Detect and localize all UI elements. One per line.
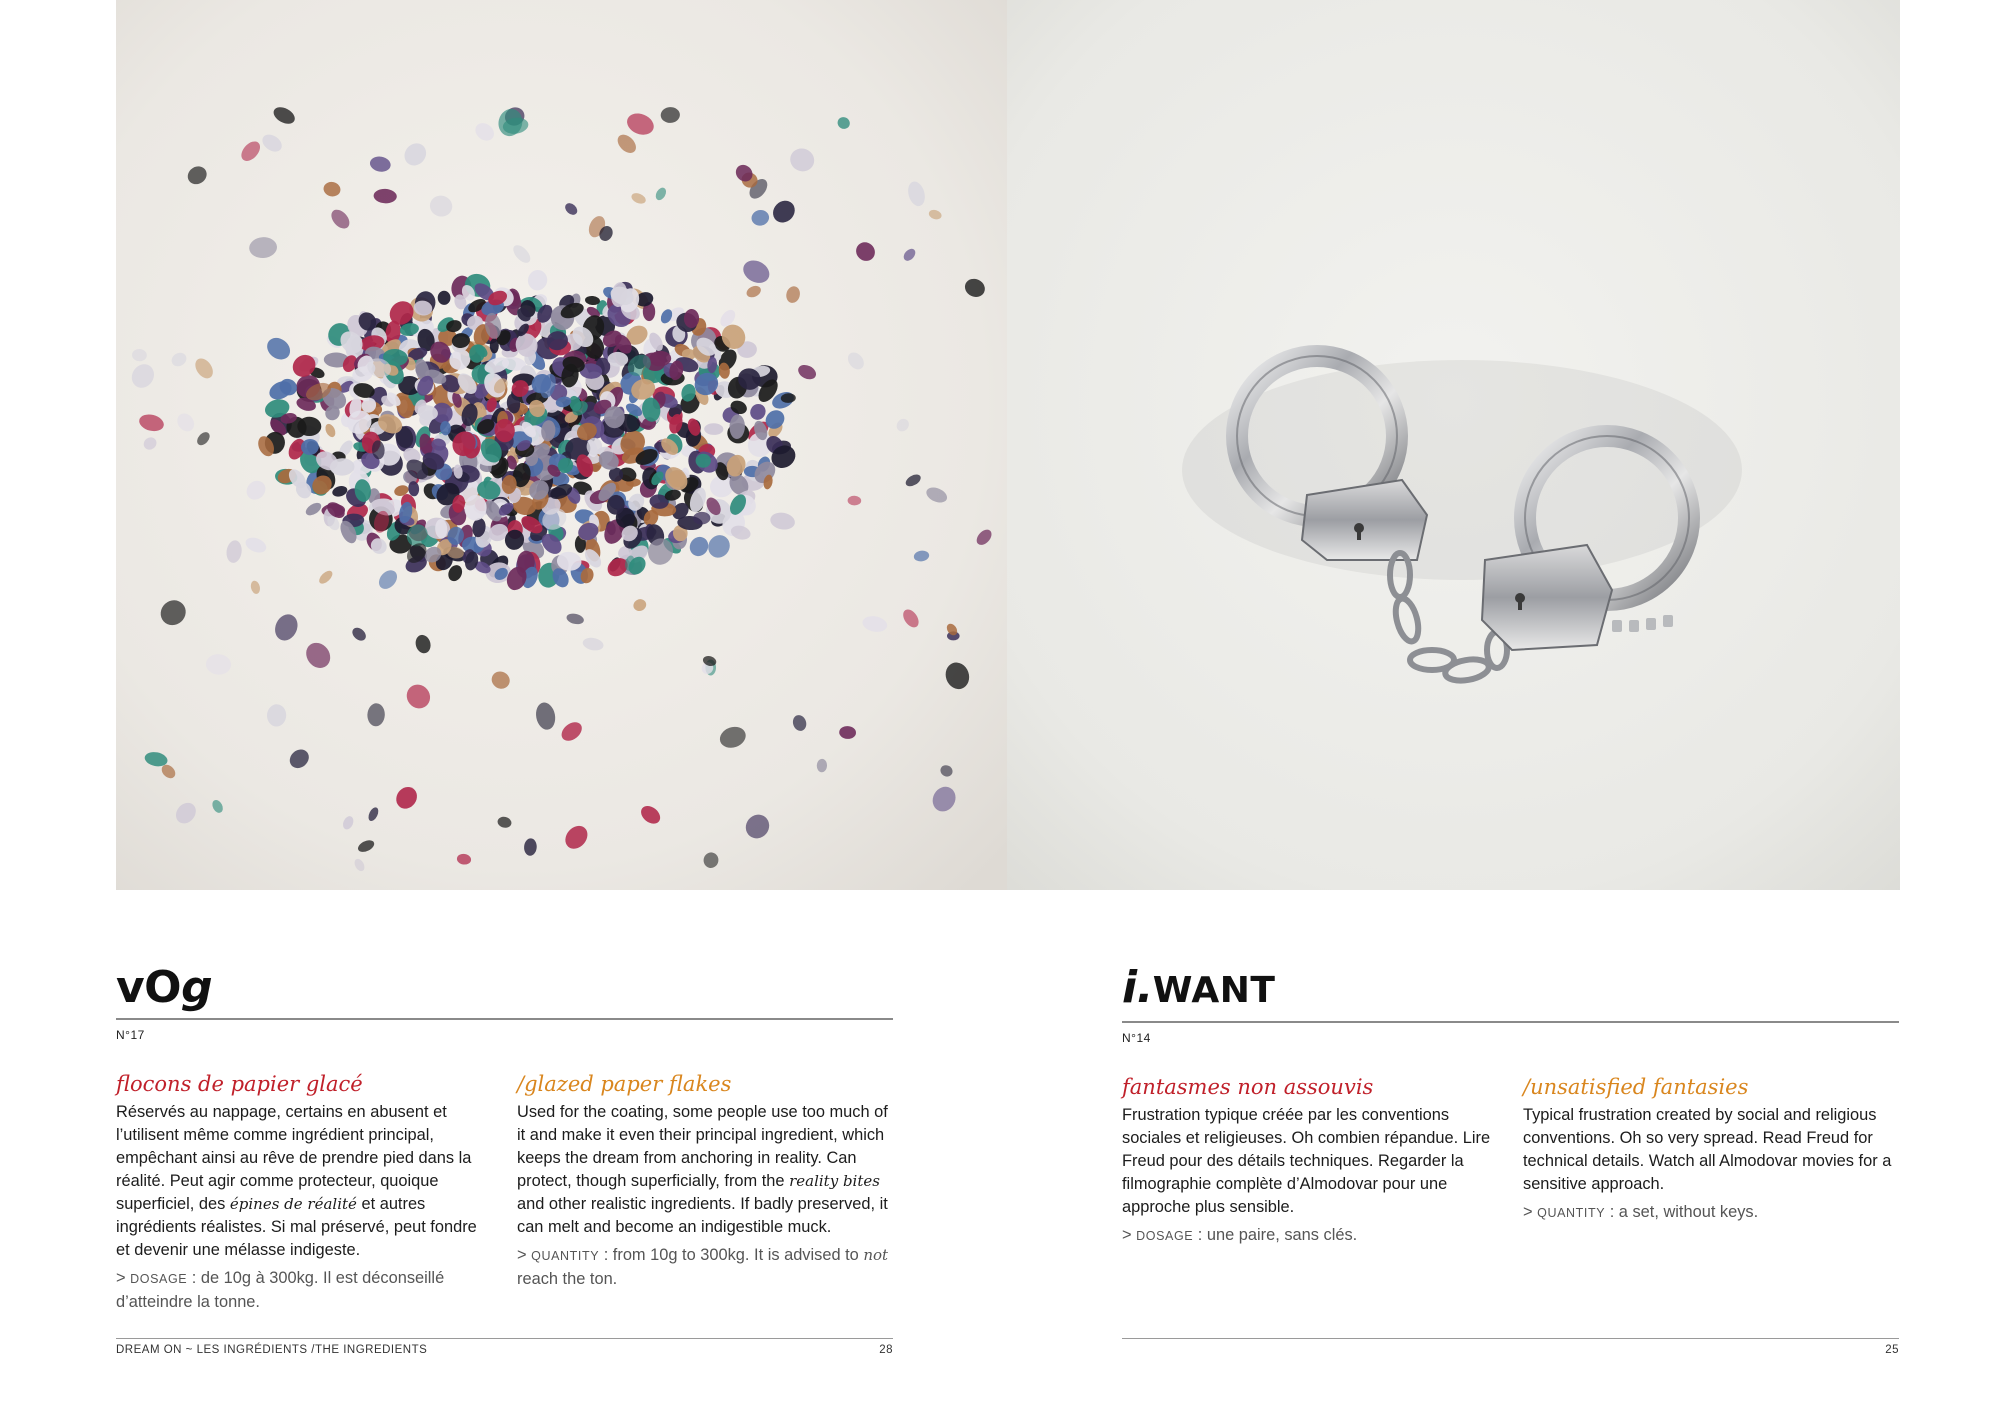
footer-label: DREAM ON ~ LES INGRÉDIENTS /THE INGREDIENTS [116, 1344, 428, 1356]
title-italic: g [181, 962, 213, 1013]
entry-number: N°14 [1122, 1031, 1151, 1045]
title-italic: i. [1122, 962, 1153, 1013]
french-column [1122, 1073, 1494, 1248]
english-subtitle: /glazed paper flakes [517, 1072, 732, 1096]
english-column [1523, 1073, 1899, 1248]
entry-title [116, 960, 893, 1016]
french-subtitle: flocons de papier glacé [116, 1072, 363, 1096]
page-number: 25 [1885, 1344, 1899, 1356]
title-caps: WANT [1152, 970, 1276, 1011]
handcuffs-photo [1007, 0, 1900, 890]
title-rule [1122, 1021, 1899, 1023]
entry-iwant [1122, 960, 1899, 1248]
french-subtitle: fantasmes non assouvis [1122, 1075, 1374, 1099]
entry-title [1122, 960, 1899, 1019]
page-footer-right [1122, 1338, 1899, 1358]
title-rule [116, 1018, 893, 1020]
page-footer-left [116, 1338, 893, 1358]
english-quantity: > QUANTITY : from 10g to 300kg. It is advised to not reach the ton. [517, 1246, 889, 1288]
footer-rule [1122, 1338, 1899, 1339]
french-column [116, 1070, 488, 1314]
french-dosage: > DOSAGE : une paire, sans clés. [1122, 1226, 1358, 1244]
english-body: Typical frustration created by social and religious conventions. Oh so very spread. Read Freud for technical details. Watch all Almodovar movies for a sensitive approach. [1523, 1106, 1892, 1193]
english-body: Used for the coating, some people use too much of it and make it even their principal ingredient, which keeps the dream from anchoring in reality. Can protect, though superficially, from the reality bites and other realistic ingredients. If badly preserved, it can melt and become an indigestible muck. [517, 1103, 888, 1236]
french-body: Frustration typique créée par les conventions sociales et religieuses. Oh combien répandue. Lire Freud pour des détails techniques. Regarder la filmographie complète d’Almodovar pour une approche plus sensible. [1122, 1106, 1491, 1216]
english-quantity: > QUANTITY : a set, without keys. [1523, 1203, 1759, 1221]
english-column [517, 1070, 893, 1314]
english-subtitle: /unsatisfied fantasies [1523, 1075, 1749, 1099]
confetti-photo [116, 0, 1007, 890]
french-body: Réservés au nappage, certains en abusent et l’utilisent même comme ingrédient principal, empêchant ainsi au rêve de prendre pied dans la réalité. Peut agir comme protecteur, quoique superficiel, des épines de réalité et autres ingrédients réalistes. Si mal préservé, peut fondre et devenir une mélasse indigeste. [116, 1103, 477, 1259]
page-number: 28 [879, 1344, 893, 1356]
entry-vog [116, 960, 893, 1314]
entry-number: N°17 [116, 1028, 145, 1042]
french-dosage: > DOSAGE : de 10g à 300kg. Il est déconseillé d’atteindre la tonne. [116, 1269, 445, 1311]
title-main: vO [116, 962, 182, 1013]
footer-rule [116, 1338, 893, 1339]
